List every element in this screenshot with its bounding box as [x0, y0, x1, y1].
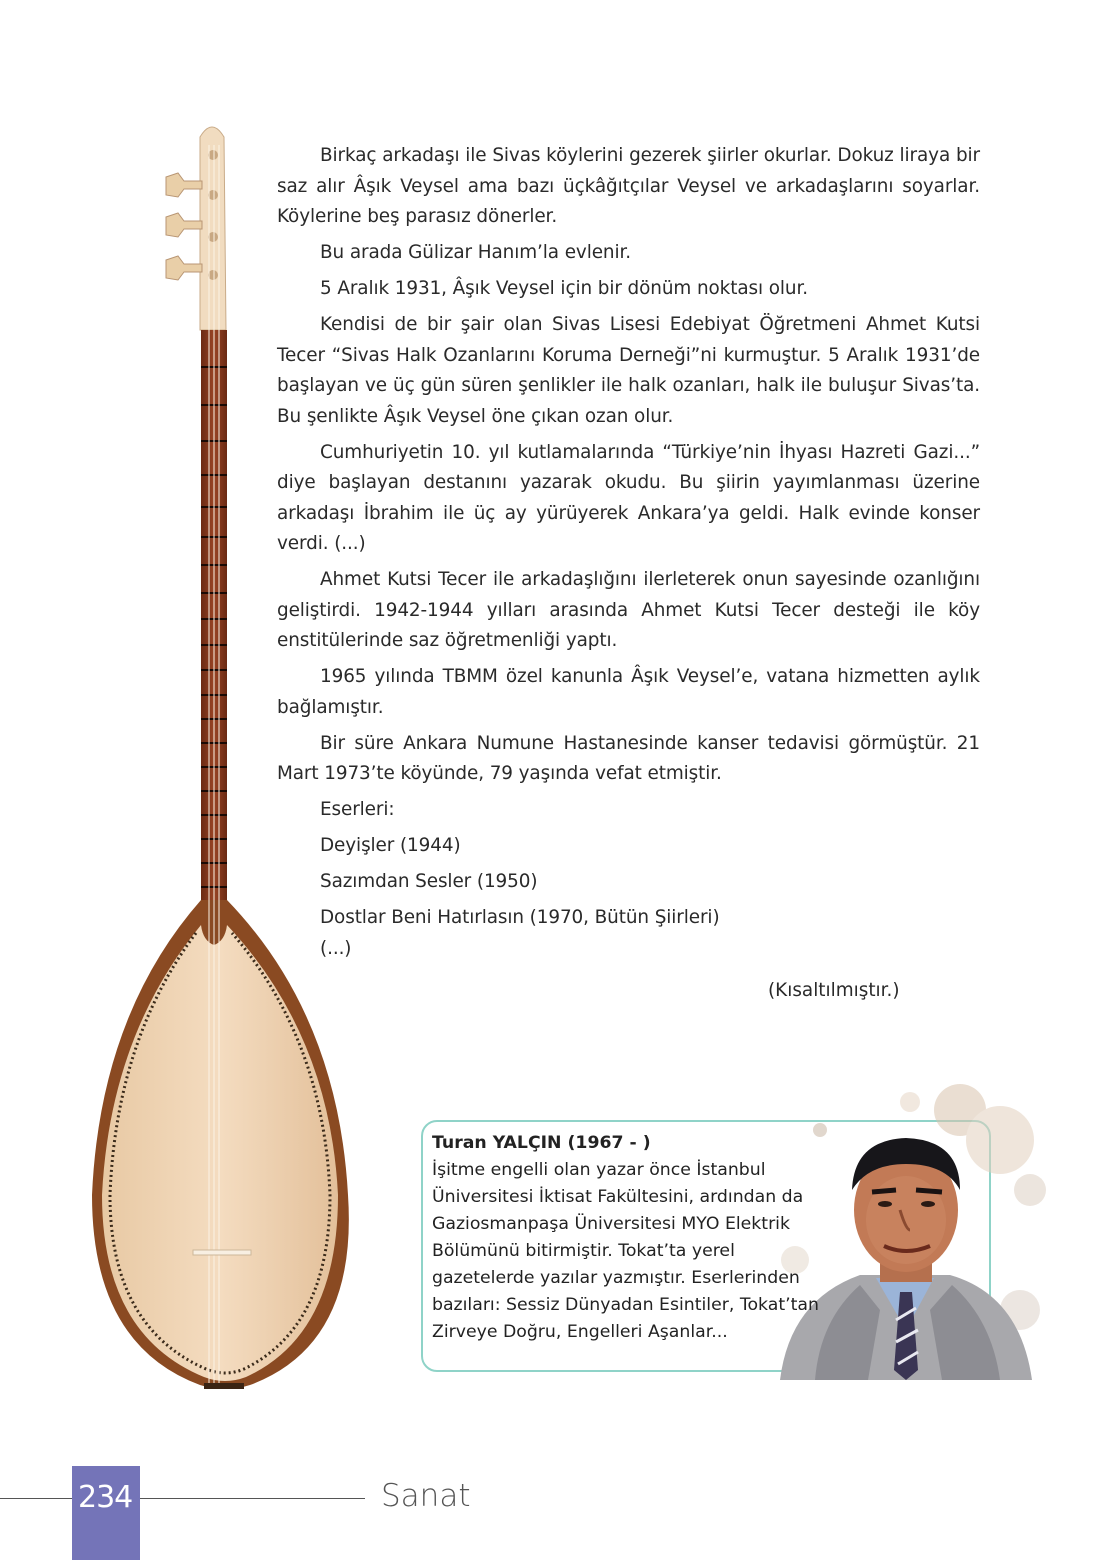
works-item: Sazımdan Sesler (1950) [320, 871, 538, 892]
author-description: İşitme engelli olan yazar önce İstanbul Üniversitesi İktisat Fakültesini, ardından da Gaziosmanpaşa Üniversitesi MYO Elektrik Bölümünü bitirmiştir. Tokat’ta yerel gazetelerde yazılar yazmıştır. Eserlerinden bazıları: Sessiz Dünyadan Esintiler, Tokat’tan Zirveye Doğru, Engelleri Aşanlar... [432, 1160, 819, 1342]
paragraph: Bu arada Gülizar Hanım’la evlenir. [320, 242, 632, 263]
paragraph: Cumhuriyetin 10. yıl kutlamalarında “Türkiye’nin İhyası Hazreti Gazi...” diye başlayan destanını yazarak okudu. Bu şiirin yayımlanması üzerine arkadaşı İbrahim ile üç ay yürüyerek Ankara’ya geldi. Halk evinde konser verdi. (...) [277, 441, 980, 554]
subject-title: Sanat [381, 1478, 471, 1514]
works-item: Dostlar Beni Hatırlasın (1970, Bütün Şiirleri) [320, 907, 720, 928]
paragraph: Ahmet Kutsi Tecer ile arkadaşlığını ilerleterek onun sayesinde ozanlığını geliştirdi. 1942-1944 yılları arasında Ahmet Kutsi Tecer desteği ile köy enstitülerinde saz öğretmenliği yaptı. [277, 569, 980, 651]
article-body [277, 141, 980, 970]
paragraph: 1965 yılında TBMM özel kanunla Âşık Veysel’e, vatana hizmetten aylık bağlamıştır. [277, 666, 980, 718]
page-number: 234 [78, 1480, 133, 1515]
works-item: Deyişler (1944) [320, 835, 461, 856]
works-heading: Eserleri: [320, 799, 395, 820]
footer-rule-right [140, 1498, 365, 1499]
abridged-note: (Kısaltılmıştır.) [768, 980, 900, 1001]
author-bio [432, 1130, 832, 1346]
paragraph: Bir süre Ankara Numune Hastanesinde kanser tedavisi görmüştür. 21 Mart 1973’te köyünde, 79 yaşında vefat etmiştir. [277, 732, 980, 784]
works-ellipsis: (...) [320, 937, 352, 959]
paragraph: 5 Aralık 1931, Âşık Veysel için bir dönüm noktası olur. [320, 278, 808, 299]
paragraph: Birkaç arkadaşı ile Sivas köylerini gezerek şiirler okurlar. Dokuz liraya bir saz alır Âşık Veysel ama bazı üçkâğıtçılar Veysel ve arkadaşlarını soyarlar. Köylerine beş parasız dönerler. [277, 145, 980, 227]
paragraph: Kendisi de bir şair olan Sivas Lisesi Edebiyat Öğretmeni Ahmet Kutsi Tecer “Sivas Halk Ozanlarını Koruma Derneği”ni kurmuştur. 5 Aralık 1931’de başlayan ve üç gün süren şenlikler ile halk ozanları, halk ile buluşur Sivas’ta. Bu şenlikte Âşık Veysel öne çıkan ozan olur. [277, 314, 980, 427]
footer-rule-left [0, 1498, 72, 1499]
author-name: Turan YALÇIN (1967 - ) [432, 1133, 651, 1153]
